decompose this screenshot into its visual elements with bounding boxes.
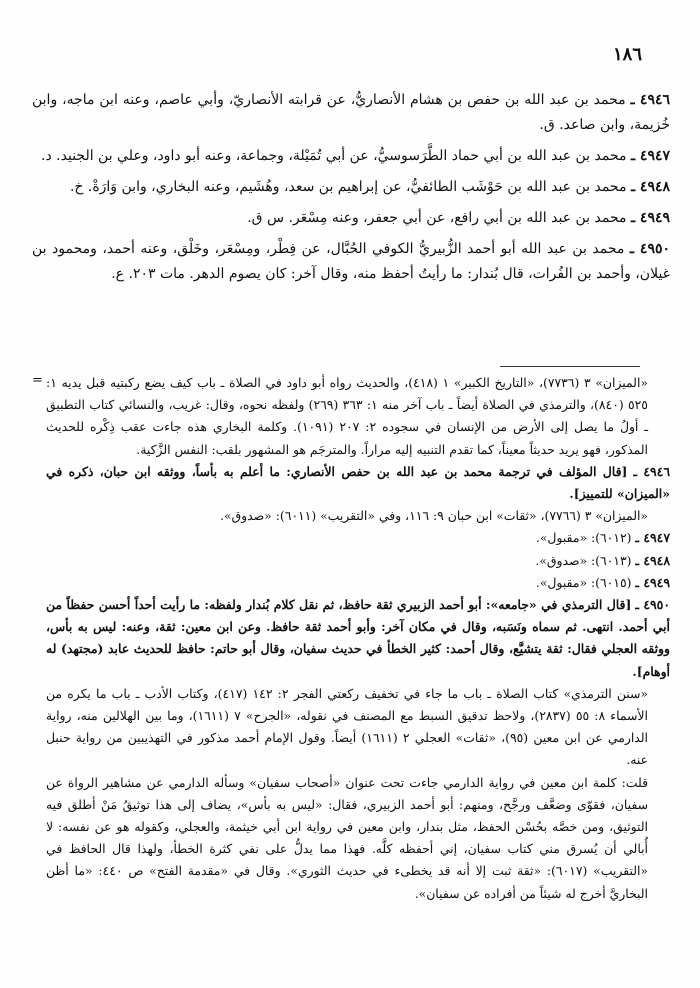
entry-number: ٤٩٤٩ ـ: [630, 210, 670, 226]
footnote: [46, 572, 670, 594]
footnote-text: «الميزان» ٣ (٧٧٣٦)، «التاريخ الكبير» ١ (٤١٨)، والحديث رواه أبو داود في الصلاة ـ باب كيف يضع ركبتيه قبل يديه ١: ٥٢٥ (٨٤٠)، والترمذي في الصلاة أيضاً ـ باب آخر منه ١: ٣٦٣ (٢٦٩) ولفظه نحوه، وقال: غريب، والنسائي كتاب التطبيق ـ أولُ ما يصل إلى الأرض من الإنسان في سجوده ٢: ٢٠٧ (١٠٩١). وكلمة البخاري هذه جاءت عقب ذِكْره للحديث المذكور، فهو يريد حديثاً معيناً، كما تقدم التنبيه إليه مراراً. والمترجَم هو المشهور بلقب: النفس الزَّكية.: [46, 375, 648, 457]
footnote: [46, 683, 670, 772]
entry-4949: [32, 206, 670, 231]
entry-number: ٤٩٤٦ ـ: [630, 92, 670, 108]
entry-number: ٤٩٤٧ ـ: [630, 148, 670, 164]
footnote: [46, 527, 670, 549]
entry-text: محمد بن عبد الله بن حَوْشَب الطائفيُّ، عن إبراهيم بن سعد، وهُشَيم، وعنه البخاري، وابن وَارَةْ. خ.: [69, 179, 627, 195]
footnote-continuation-marker: =: [32, 373, 43, 388]
page-number: ١٨٦: [612, 44, 642, 65]
footnote: [46, 505, 670, 527]
footnote-text: (٦٠١٢): «مقبول».: [535, 530, 632, 546]
entry-4947: [32, 144, 670, 169]
footnote-separator: [500, 366, 640, 367]
footnote-number: ٤٩٤٦ ـ: [633, 463, 670, 479]
entry-text: محمد بن عبد الله أبو أحمد الزُّبيريُّ الكوفي الحُبَّال، عن فِطْر، ومِسْعَر، وخَلْق، وعنه أحمد، ومحمود بن غيلان، وأحمد بن الفُرات، قال بُندار: ما رأيتُ أحفظ منه، وقال آخر: كان يصوم الدهر. مات ٢٠٣. ع.: [32, 241, 670, 282]
footnote-text: قلت: كلمة ابن معين في رواية الدارمي جاءت تحت عنوان «أصحاب سفيان» وسأله الدارمي عن مشاهير الرواة عن سفيان، فقوّى وضعَّف ورجَّح، ومنهم: أبو أحمد الزبيري، فقال: «ليس به بأس»، يضاف إلى هذا توثيقُ مَنْ أطلق فيه التوثيق، ومن خصَّه بحُسْن الحفظ، مثل بندار، وابن معين في رواية ابن أبي خيثمة، والعجلي، وكقوله هو عن نفسه: لا أُبالي أن يُسرق مني كتاب سفيان، إني أحفظه كلَّه. فهذا مما يدلُّ على نفي كثرة الخطأ، ولهذا قال الحافظ في «التقريب» (٦٠١٧): «ثقة ثبت إلا أنه قد يخطىء في حديث الثوري». وقال في «مقدمة الفتح» ص ٤٤٠: «ما أظن البخاريَّ أخرج له شيئاً من أفراده عن سفيان».: [46, 774, 648, 901]
entry-4950: [32, 237, 670, 287]
main-entries: [32, 88, 670, 293]
footnote-text: [قال الترمذي في «جامعه»: أبو أحمد الزبيري ثقة حافظ، ثم نقل كلام بُندار ولفظه: ما رأيت أحداً أحسن حفظاً من أبي أحمد. انتهى. ثم سماه ونَسَبه، وقال في مكان آخر: وأبو أحمد ثقة حافظ. وعن ابن معين: ثقة، وعنه: ليس به بأس، ووثقه العجلي فقال: ثقة يتشيَّع، وقال أحمد: كثير الخطأ في حديث سفيان، وقال أبو حاتم: حافظ للحديث عابد (مجتهد) له أوهام].: [46, 597, 670, 679]
entry-4948: [32, 175, 670, 200]
footnotes: [46, 372, 670, 905]
entry-number: ٤٩٤٨ ـ: [630, 179, 670, 195]
entry-number: ٤٩٥٠ ـ: [629, 241, 670, 257]
footnote-text: [قال المؤلف في ترجمة محمد بن عبد الله بن حفص الأنصاري: ما أعلم به بأساً، ووثقه ابن حبان، ذكره في «الميزان» للتمييز].: [46, 463, 670, 502]
entry-text: محمد بن عبد الله بن حفص بن هشام الأنصاريُّ، عن قرابته الأنصاريّ، وأبي عاصم، وعنه ابن ماجه، وابن خُزيمة، وابن صاعد. ق.: [32, 92, 670, 133]
footnote: [46, 372, 670, 461]
footnote: [46, 461, 670, 505]
footnote-number: ٤٩٥٠ ـ: [635, 597, 670, 613]
entry-text: محمد بن عبد الله بن أبي رافع، عن أبي جعفر، وعنه مِسْعَر. س ق.: [247, 210, 627, 226]
footnote: [46, 772, 670, 905]
footnote-number: ٤٩٤٨ ـ: [635, 552, 670, 568]
entry-4946: [32, 88, 670, 138]
footnote-number: ٤٩٤٩ ـ: [635, 574, 670, 590]
footnote-number: ٤٩٤٧ ـ: [635, 530, 670, 546]
entry-text: محمد بن عبد الله بن أبي حماد الطَّرَسوسيُّ، عن أبي تُمَيْلة، وجماعة، وعنه أبو داود، وعلي بن الجنيد. د.: [41, 148, 627, 164]
footnote-text: (٦٠١٥): «مقبول».: [535, 574, 632, 590]
footnote-text: «الميزان» ٣ (٧٧٦٦)، «ثقات» ابن حبان ٩: ١١٦، وفي «التقريب» (٦٠١١): «صدوق».: [220, 508, 648, 524]
footnote: [46, 594, 670, 683]
footnote-text: «سنن الترمذي» كتاب الصلاة ـ باب ما جاء في تخفيف ركعتي الفجر ٢: ١٤٢ (٤١٧)، وكتاب الأدب ـ باب ما يكره من الأسماء ٨: ٥٥ (٢٨٣٧)، ولاحظ تدقيق السبط مع المصنف في نقوله، «الجرح» ٧ (١٦١١)، وما بين الهلالين منه، رواية الدارمي عن ابن معين (٩٥)، «ثقات» العجلي ٢ (١٦١١) أيضاً. وقول الإمام أحمد مذكور في التهذيبين من رواية حنبل عنه.: [46, 685, 648, 768]
footnote: [46, 550, 670, 572]
footnote-text: (٦٠١٣): «صدوق».: [535, 552, 632, 568]
